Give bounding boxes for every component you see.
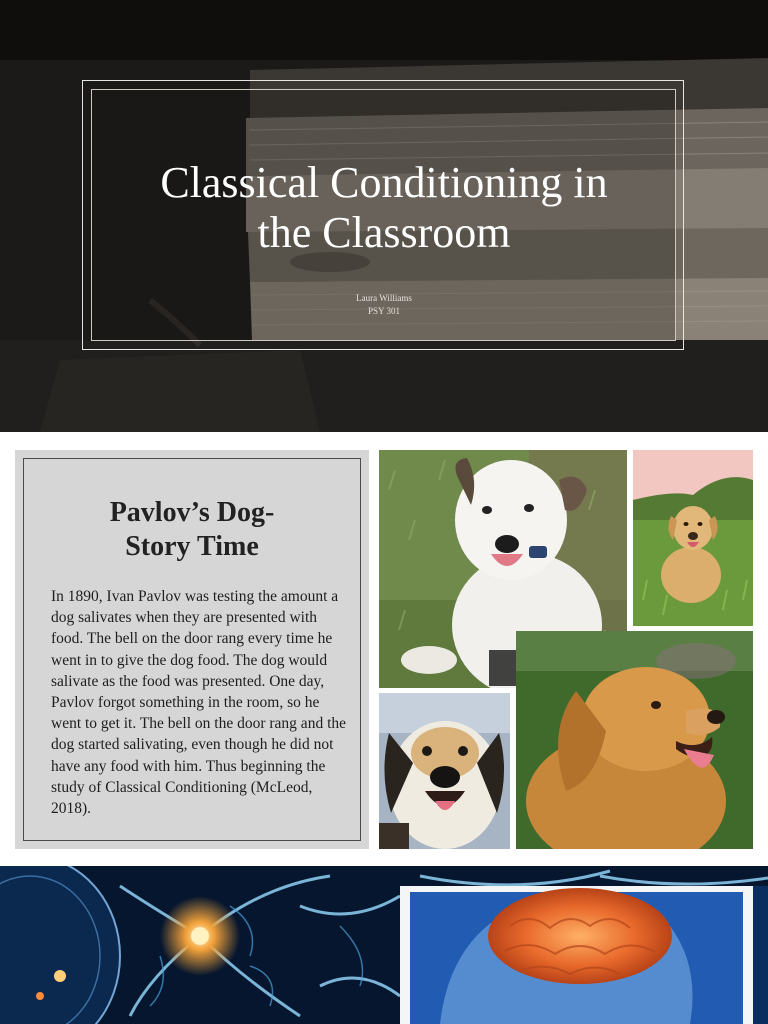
author-name: Laura Williams bbox=[356, 293, 412, 303]
story-text-panel bbox=[15, 450, 369, 849]
story-heading bbox=[23, 496, 361, 564]
heading-line-1: Pavlov’s Dog- bbox=[109, 497, 275, 528]
pavlov-slide bbox=[0, 433, 768, 865]
title-subtitle bbox=[284, 292, 484, 318]
brain-slide bbox=[0, 866, 768, 1024]
husky-mix-photo bbox=[379, 693, 510, 849]
presentation-title bbox=[100, 158, 668, 258]
title-slide bbox=[0, 0, 768, 432]
story-paragraph: In 1890, Ivan Pavlov was testing the amount a dog salivates when they are presented with food. The bell on the door rang every time he went in to give the dog food. The dog would salivate as the food was presented. One day, Pavlov forgot something in the room, so he went to get it. The bell on the door rang and the dog started salivating, even though he did not have any food with him. Thus beginning the study of Classical Conditioning (McLeod, 2018). bbox=[51, 588, 346, 818]
heading-line-2: Story Time bbox=[125, 531, 259, 562]
yellow-lab-photo bbox=[633, 450, 753, 626]
title-line-1: Classical Conditioning in bbox=[160, 158, 608, 207]
golden-retriever-photo bbox=[516, 631, 753, 849]
neurons-image bbox=[0, 866, 768, 1024]
course-code: PSY 301 bbox=[368, 306, 400, 316]
title-line-2: the Classroom bbox=[257, 208, 511, 257]
